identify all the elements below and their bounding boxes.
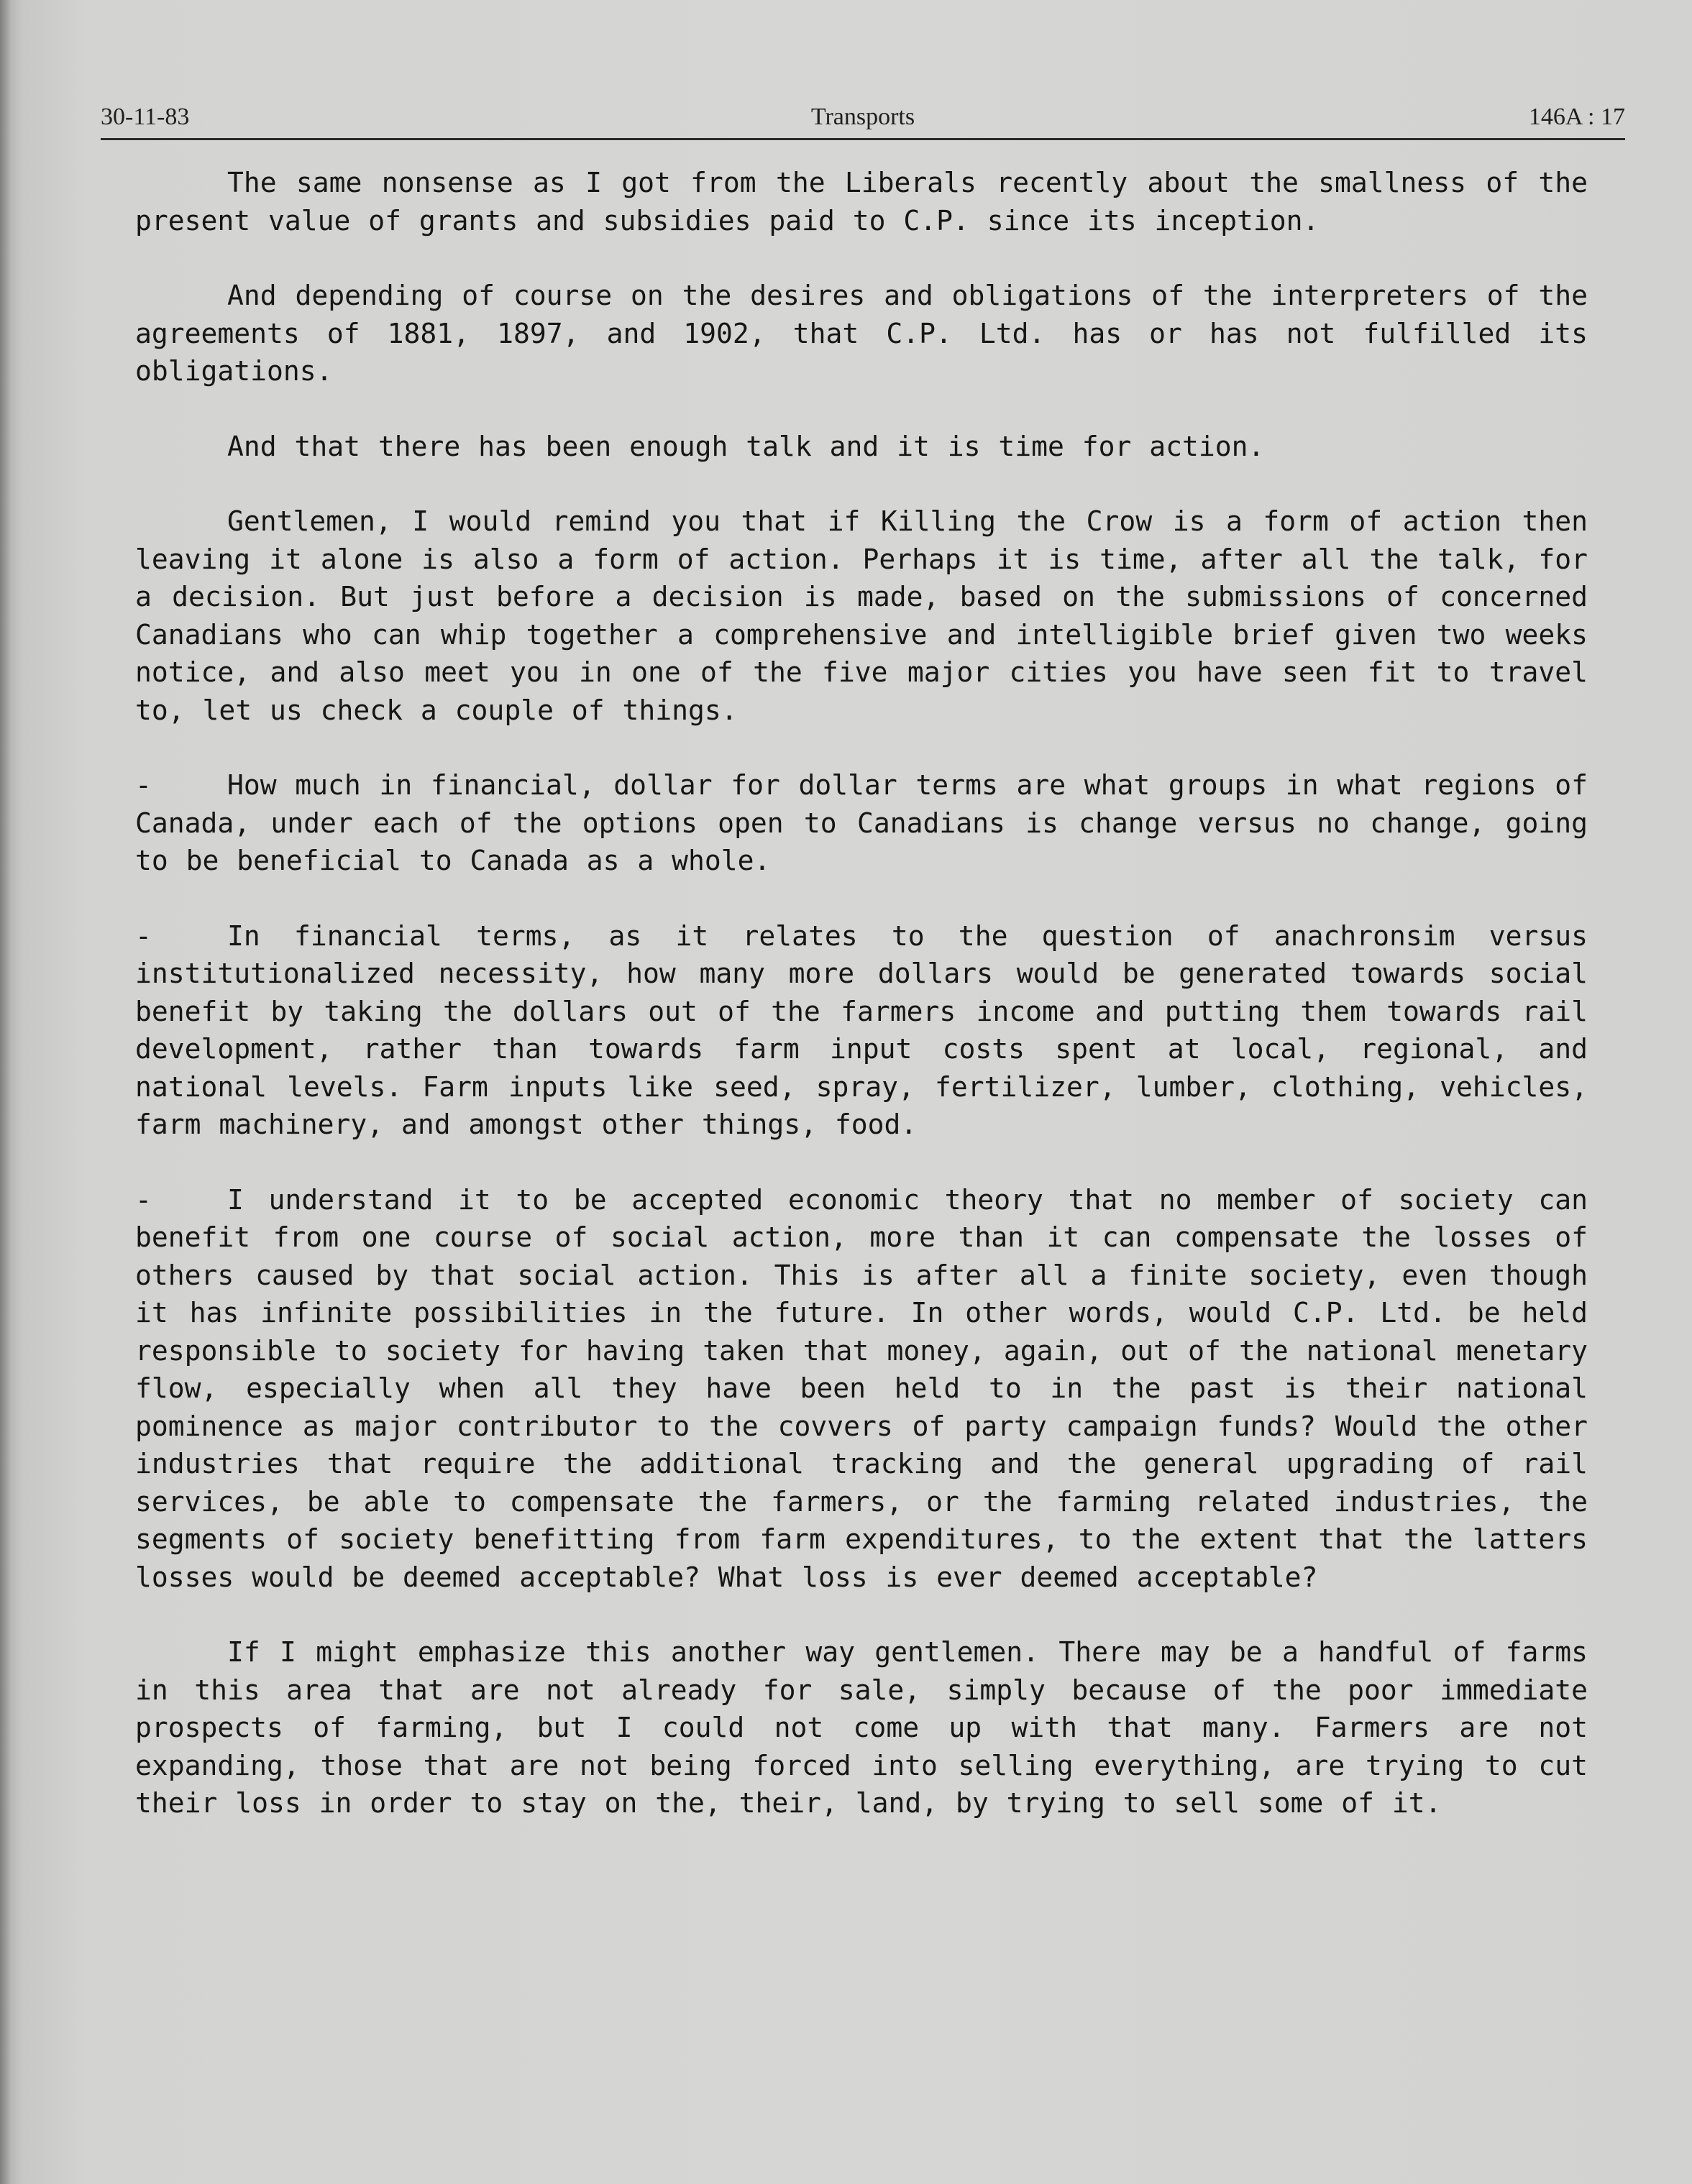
bullet-paragraph xyxy=(135,766,1588,880)
bullet-text: I understand it to be accepted economic theory that no member of society can benefit from one course of social action, more than it can compensate the losses of others caused by that social action. This is after all a finite society, even though it has infinite possibilities in the future. In other words, would C.P. Ltd. be held responsible to society for having taken that money, again, out of the national menetary flow, especially when all they have been held to in the past is their national pominence as major contributor to the covvers of party campaign funds? Would the other industries that require the additional tracking and the general upgrading of rail services, be able to compensate the farmers, or the farming related industries, the segments of society benefitting from farm expenditures, to the extent that the latters losses would be deemed acceptable? What loss is ever deemed acceptable? xyxy=(135,1183,1588,1593)
document-body xyxy=(135,164,1588,1822)
paragraph: Gentlemen, I would remind you that if Killing the Crow is a form of action then leaving it alone is also a form of action. Perhaps it is time, after all the talk, for a decision. But just before a decision is made, based on the submissions of concerned Canadians who can whip together a comprehensive and intelligible brief given two weeks notice, and also meet you in one of the five major cities you have seen fit to travel to, let us check a couple of things. xyxy=(135,505,1588,726)
page-header xyxy=(101,101,1625,140)
header-date: 30-11-83 xyxy=(101,104,190,130)
paragraph: And that there has been enough talk and it is time for action. xyxy=(227,430,1265,462)
header-page-ref: 146A : 17 xyxy=(1528,104,1625,130)
bullet-marker: - xyxy=(135,919,152,952)
bullet-text: How much in financial, dollar for dollar terms are what groups in what regions of Canada, under each of the options open to Canadians is change versus no change, going to be beneficial to Canada as a whole. xyxy=(135,769,1588,876)
bullet-marker: - xyxy=(135,1183,152,1216)
bullet-text: In financial terms, as it relates to the question of anachronsim versus institutionalized necessity, how many more dollars would be generated towards social benefit by taking the dollars out of the farmers income and putting them towards rail development, rather than towards farm input costs spent at local, regional, and national levels. Farm inputs like seed, spray, fertilizer, lumber, clothing, vehicles, farm machinery, and amongst other things, food. xyxy=(135,919,1588,1140)
paragraph: And depending of course on the desires and obligations of the interpreters of the agreements of 1881, 1897, and 1902, that C.P. Ltd. has or has not fulfilled its obligations. xyxy=(135,280,1588,387)
paragraph: If I might emphasize this another way gentlemen. There may be a handful of farms in this area that are not already for sale, simply because of the poor immediate prospects of farming, but I could not come up with that many. Farmers are not expanding, those that are not being forced into selling everything, are trying to cut their loss in order to stay on the, their, land, by trying to sell some of it. xyxy=(135,1636,1588,1819)
bullet-marker: - xyxy=(135,769,152,801)
page-binding-edge xyxy=(0,0,12,2184)
bullet-paragraph xyxy=(135,917,1588,1144)
header-title: Transports xyxy=(810,104,915,130)
paragraph: The same nonsense as I got from the Liberals recently about the smallness of the present value of grants and subsidies paid to C.P. since its inception. xyxy=(135,167,1588,237)
bullet-paragraph xyxy=(135,1181,1588,1597)
